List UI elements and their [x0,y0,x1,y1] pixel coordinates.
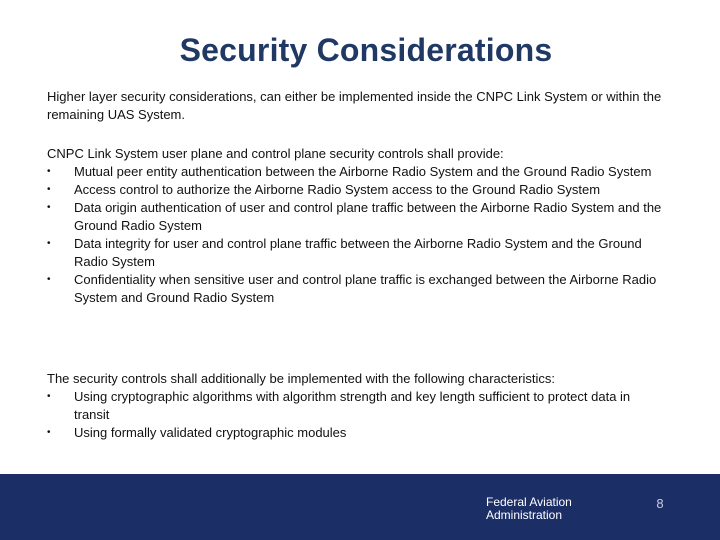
list-item-text: Access control to authorize the Airborne Radio System access to the Ground Radio System [74,182,601,197]
list-item [47,163,667,181]
slide-title: Security Considerations [179,32,553,68]
list-item-text: Using formally validated cryptographic modules [74,425,347,440]
characteristics-list [47,388,667,442]
bullet-icon: • [47,391,51,402]
footer-bar [0,474,720,540]
list-item-text: Data origin authentication of user and control plane traffic between the Airborne Radio System and the Ground Radio System [74,200,662,233]
page-number: 8 [656,496,664,511]
list-item-text: Confidentiality when sensitive user and control plane traffic is exchanged between the Airborne Radio System and Ground Radio System [74,272,657,305]
bullet-icon: • [47,274,51,285]
list-item-text: Using cryptographic algorithms with algorithm strength and key length sufficient to protect data in transit [74,389,631,422]
list-item [47,388,667,424]
faa-name [486,496,606,522]
section-provisions-lead: CNPC Link System user plane and control plane security controls shall provide: [47,146,504,161]
list-item-text: Data integrity for user and control plane traffic between the Airborne Radio System and the Ground Radio System [74,236,642,269]
list-item [47,181,667,199]
faa-name-line1: Federal Aviation [486,495,572,509]
bullet-icon: • [47,202,51,213]
list-item [47,271,667,307]
section-provisions [47,145,667,307]
list-item [47,199,667,235]
provisions-list [47,163,667,307]
section-characteristics [47,370,667,442]
bullet-icon: • [47,184,51,195]
list-item [47,235,667,271]
faa-name-line2: Administration [486,508,563,522]
bullet-icon: • [47,166,51,177]
section-characteristics-lead: The security controls shall additionally be implemented with the following characteristics: [47,371,555,386]
bullet-icon: • [47,238,51,249]
list-item-text: Mutual peer entity authentication between the Airborne Radio System and the Ground Radio System [74,164,652,179]
intro-paragraph: Higher layer security considerations, can either be implemented inside the CNPC Link System or within the remaining UAS System. [47,89,662,122]
list-item [47,424,667,442]
bullet-icon: • [47,427,51,438]
